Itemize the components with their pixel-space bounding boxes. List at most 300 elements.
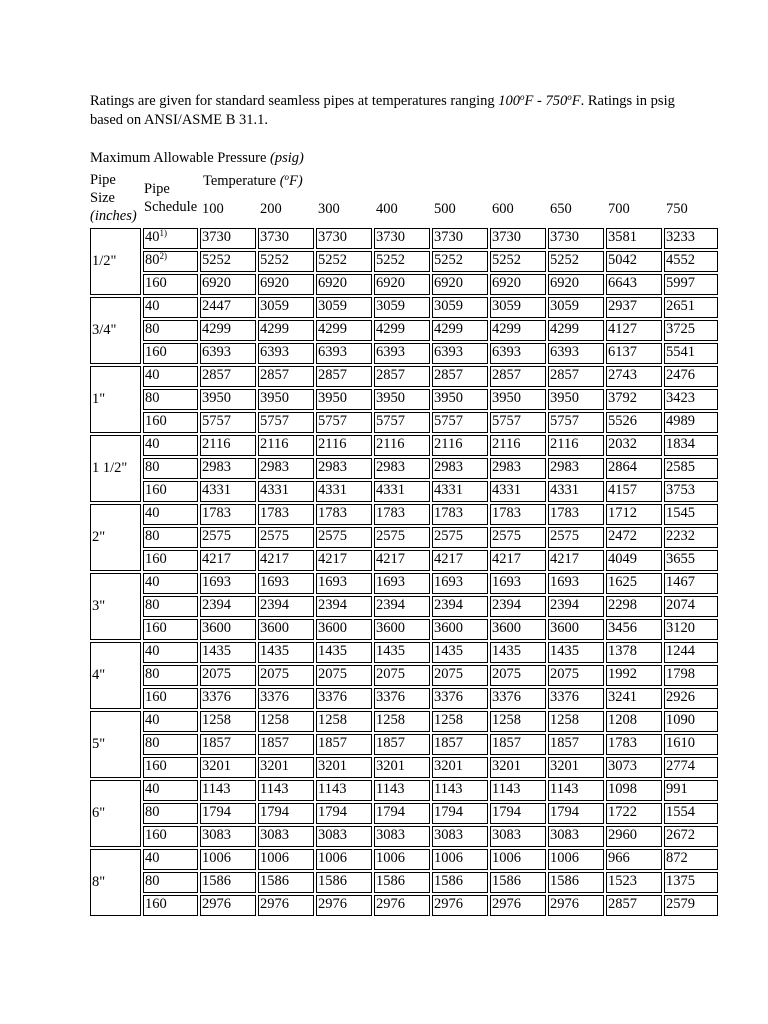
pressure-cell: 6920 [490,274,546,295]
pressure-cell: 4299 [200,320,256,341]
pressure-cell: 3600 [548,619,604,640]
schedule-cell [143,251,198,272]
pressure-cell: 5252 [200,251,256,272]
pressure-cell: 2394 [200,596,256,617]
pressure-cell: 1258 [490,711,546,732]
pressure-cell: 1435 [374,642,430,663]
schedule-value: 80 [145,873,160,889]
table-row [90,550,718,571]
pressure-cell: 2575 [374,527,430,548]
table-row [90,872,718,893]
pressure-cell: 4299 [374,320,430,341]
pressure-cell: 2857 [258,366,314,387]
schedule-value: 80 [145,804,160,820]
table-row [90,688,718,709]
pressure-cell: 1783 [374,504,430,525]
schedule-cell [143,757,198,778]
pressure-cell: 3730 [374,228,430,249]
pressure-cell: 1258 [316,711,372,732]
table-row [90,297,718,318]
pressure-cell: 3233 [664,228,718,249]
pressure-cell: 6393 [432,343,488,364]
pressure-cell: 3083 [258,826,314,847]
pressure-cell: 5252 [432,251,488,272]
pressure-cell: 2472 [606,527,662,548]
pressure-table [88,226,720,918]
schedule-header-line2: Schedule [144,199,198,215]
pressure-cell: 1693 [548,573,604,594]
pressure-cell: 1006 [490,849,546,870]
pressure-cell: 4217 [490,550,546,571]
footnote-mark: 2) [159,251,167,261]
schedule-cell [143,895,198,916]
pressure-cell: 1435 [548,642,604,663]
schedule-cell [143,343,198,364]
table-row [90,389,718,410]
schedule-value: 40 [145,229,160,245]
pressure-cell: 2983 [490,458,546,479]
pressure-cell: 3083 [374,826,430,847]
schedule-value: 40 [145,850,160,866]
table-row [90,596,718,617]
pressure-cell: 1435 [316,642,372,663]
table-row [90,412,718,433]
pressure-cell: 3376 [374,688,430,709]
pressure-cell: 2116 [548,435,604,456]
pressure-cell: 3730 [316,228,372,249]
pressure-cell: 4299 [316,320,372,341]
pressure-cell: 2075 [432,665,488,686]
pressure-cell: 4299 [490,320,546,341]
pressure-cell: 5757 [316,412,372,433]
pressure-cell: 1834 [664,435,718,456]
pressure-cell: 872 [664,849,718,870]
table-row [90,504,718,525]
schedule-cell [143,320,198,341]
pressure-cell: 3950 [316,389,372,410]
schedule-value: 40 [145,505,160,521]
schedule-cell [143,711,198,732]
pressure-cell: 3950 [548,389,604,410]
pressure-cell: 6920 [548,274,604,295]
pressure-cell: 2743 [606,366,662,387]
schedule-value: 40 [145,643,160,659]
schedule-cell [143,274,198,295]
pressure-cell: 5757 [200,412,256,433]
pressure-cell: 1435 [200,642,256,663]
pressure-cell: 3950 [432,389,488,410]
pressure-cell: 2983 [316,458,372,479]
table-row [90,228,718,249]
pressure-cell: 3376 [258,688,314,709]
pressure-cell: 1435 [490,642,546,663]
schedule-value: 160 [145,413,167,429]
pressure-cell: 1523 [606,872,662,893]
table-row [90,458,718,479]
pressure-cell: 3950 [374,389,430,410]
pressure-cell: 1857 [548,734,604,755]
pressure-cell: 3083 [432,826,488,847]
pressure-cell: 1006 [258,849,314,870]
pressure-cell: 5757 [258,412,314,433]
pressure-cell: 2116 [316,435,372,456]
temperature-header [203,172,303,190]
pressure-cell: 1783 [258,504,314,525]
pressure-cell: 2983 [548,458,604,479]
pressure-cell: 3725 [664,320,718,341]
pressure-cell: 2298 [606,596,662,617]
pressure-cell: 966 [606,849,662,870]
pressure-cell: 2447 [200,297,256,318]
pressure-cell: 3059 [490,297,546,318]
pressure-cell: 5757 [548,412,604,433]
table-row [90,826,718,847]
temperature-column-header: 300 [318,201,340,217]
pressure-cell: 3083 [200,826,256,847]
pressure-cell: 2976 [258,895,314,916]
pressure-cell: 1258 [432,711,488,732]
pressure-cell: 2394 [258,596,314,617]
pressure-cell: 5757 [374,412,430,433]
pressure-cell: 2926 [664,688,718,709]
pressure-cell: 3201 [258,757,314,778]
pressure-cell: 1006 [374,849,430,870]
pressure-cell: 2075 [374,665,430,686]
pressure-cell: 2075 [548,665,604,686]
pressure-cell: 2976 [374,895,430,916]
pipe-size-header-line1: Pipe [90,172,116,188]
pressure-cell: 6393 [200,343,256,364]
pressure-cell: 1467 [664,573,718,594]
table-row [90,780,718,801]
degree-mark: o [567,92,572,102]
pressure-cell: 2983 [258,458,314,479]
pressure-cell: 1586 [200,872,256,893]
pressure-cell: 3600 [374,619,430,640]
pressure-cell: 3083 [316,826,372,847]
schedule-value: 80 [145,321,160,337]
pressure-cell: 3730 [548,228,604,249]
title-text: Maximum Allowable Pressure [90,150,271,166]
pressure-cell: 2116 [374,435,430,456]
pressure-cell: 1783 [200,504,256,525]
pressure-cell: 2575 [200,527,256,548]
schedule-cell [143,412,198,433]
pressure-cell: 1244 [664,642,718,663]
pressure-cell: 2857 [548,366,604,387]
pressure-cell: 1794 [316,803,372,824]
schedule-cell [143,481,198,502]
pressure-cell: 3201 [316,757,372,778]
schedule-value: 40 [145,574,160,590]
pipe-size-cell: 2" [90,504,141,571]
pressure-cell: 2857 [606,895,662,916]
pressure-cell: 1006 [200,849,256,870]
pipe-size-cell: 6" [90,780,141,847]
pressure-cell: 4331 [316,481,372,502]
degree-mark: o [520,92,525,102]
pressure-cell: 1794 [200,803,256,824]
schedule-cell [143,389,198,410]
schedule-cell [143,642,198,663]
pressure-cell: 991 [664,780,718,801]
pressure-cell: 6393 [548,343,604,364]
pressure-cell: 3059 [258,297,314,318]
schedule-cell [143,228,198,249]
pressure-cell: 1712 [606,504,662,525]
schedule-cell [143,297,198,318]
pressure-cell: 1143 [374,780,430,801]
schedule-value: 160 [145,827,167,843]
pressure-cell: 4989 [664,412,718,433]
temp-low: 100 [498,93,521,109]
pressure-cell: 3730 [490,228,546,249]
pressure-cell: 6920 [200,274,256,295]
pressure-cell: 4299 [548,320,604,341]
temperature-column-header: 200 [260,201,282,217]
pressure-cell: 3201 [548,757,604,778]
pressure-cell: 1586 [548,872,604,893]
pressure-cell: 2075 [490,665,546,686]
pressure-cell: 2075 [316,665,372,686]
pressure-cell: 1794 [548,803,604,824]
pressure-cell: 2394 [432,596,488,617]
temp-mid: F - 750 [524,93,568,109]
table-row [90,274,718,295]
pressure-cell: 2774 [664,757,718,778]
schedule-cell [143,504,198,525]
pressure-cell: 2585 [664,458,718,479]
pressure-cell: 1794 [432,803,488,824]
pressure-cell: 2960 [606,826,662,847]
pressure-cell: 1794 [374,803,430,824]
pressure-cell: 3600 [490,619,546,640]
pressure-cell: 2116 [258,435,314,456]
pipe-size-header [90,171,137,225]
pressure-cell: 2976 [548,895,604,916]
pressure-cell: 2976 [490,895,546,916]
pressure-cell: 1798 [664,665,718,686]
pressure-cell: 3730 [258,228,314,249]
pressure-cell: 6393 [258,343,314,364]
pressure-cell: 3201 [200,757,256,778]
schedule-value: 40 [145,436,160,452]
temperature-column-header: 600 [492,201,514,217]
schedule-cell [143,458,198,479]
pipe-size-cell: 8" [90,849,141,916]
pressure-cell: 3059 [316,297,372,318]
pressure-cell: 6393 [374,343,430,364]
pressure-cell: 2075 [258,665,314,686]
pressure-cell: 1143 [548,780,604,801]
pressure-cell: 1143 [490,780,546,801]
intro-text-2: . Ratings in psig based on ANSI/ASME B 31.1. [90,93,675,128]
degree-mark: o [284,172,290,182]
schedule-value: 160 [145,620,167,636]
pressure-cell: 1857 [258,734,314,755]
pipe-size-header-line2: Size [90,190,115,206]
schedule-cell [143,573,198,594]
intro-paragraph [90,92,690,130]
pressure-cell: 1857 [490,734,546,755]
pressure-cell: 2394 [316,596,372,617]
pressure-cell: 2976 [432,895,488,916]
temp-end: F [571,93,581,109]
temperature-label: Temperature [203,173,280,189]
pressure-cell: 1693 [490,573,546,594]
schedule-value: 80 [145,597,160,613]
pressure-cell: 2976 [316,895,372,916]
pressure-cell: 1857 [374,734,430,755]
pressure-cell: 5757 [490,412,546,433]
pressure-cell: 1554 [664,803,718,824]
temperature-column-header: 750 [666,201,688,217]
pressure-cell: 3423 [664,389,718,410]
pressure-cell: 4331 [200,481,256,502]
pressure-cell: 5997 [664,274,718,295]
pressure-cell: 1586 [258,872,314,893]
pressure-cell: 3950 [490,389,546,410]
schedule-cell [143,734,198,755]
pressure-cell: 3201 [490,757,546,778]
pressure-cell: 1006 [432,849,488,870]
pressure-cell: 2575 [490,527,546,548]
schedule-cell [143,527,198,548]
pressure-cell: 6920 [258,274,314,295]
temperature-column-header: 100 [202,201,224,217]
schedule-header [144,180,197,216]
table-row [90,435,718,456]
pressure-cell: 3600 [200,619,256,640]
temperature-column-header: 400 [376,201,398,217]
schedule-value: 40 [145,367,160,383]
pressure-cell: 3376 [490,688,546,709]
pipe-size-cell: 5" [90,711,141,778]
pressure-cell: 1586 [432,872,488,893]
pressure-cell: 2857 [200,366,256,387]
pressure-cell: 1208 [606,711,662,732]
pressure-cell: 1435 [258,642,314,663]
pressure-cell: 1090 [664,711,718,732]
pressure-cell: 4217 [316,550,372,571]
pressure-cell: 2575 [316,527,372,548]
pressure-cell: 1857 [200,734,256,755]
table-row [90,366,718,387]
pressure-cell: 2476 [664,366,718,387]
table-row [90,642,718,663]
pressure-cell: 1143 [432,780,488,801]
schedule-cell [143,596,198,617]
table-row [90,619,718,640]
pressure-cell: 1258 [374,711,430,732]
temperature-column-header: 650 [550,201,572,217]
schedule-cell [143,688,198,709]
pressure-cell: 3376 [432,688,488,709]
pressure-cell: 2857 [316,366,372,387]
temperature-column-header: 700 [608,201,630,217]
table-row [90,481,718,502]
table-title [90,150,304,167]
pressure-cell: 1586 [316,872,372,893]
table-row [90,757,718,778]
pressure-cell: 1794 [490,803,546,824]
pressure-cell: 3600 [432,619,488,640]
table-row [90,711,718,732]
pressure-cell: 2672 [664,826,718,847]
schedule-header-line1: Pipe [144,181,170,197]
pressure-cell: 3753 [664,481,718,502]
pressure-cell: 1794 [258,803,314,824]
schedule-value: 80 [145,666,160,682]
pressure-cell: 2983 [374,458,430,479]
pressure-cell: 2651 [664,297,718,318]
table-row [90,343,718,364]
pressure-cell: 5757 [432,412,488,433]
pressure-cell: 3201 [432,757,488,778]
table-row [90,895,718,916]
pressure-cell: 2116 [200,435,256,456]
pressure-cell: 3950 [200,389,256,410]
pressure-cell: 5252 [258,251,314,272]
pressure-cell: 1258 [548,711,604,732]
schedule-value: 160 [145,896,167,912]
pressure-cell: 6393 [316,343,372,364]
pressure-cell: 3600 [316,619,372,640]
table-row [90,849,718,870]
pressure-cell: 1783 [548,504,604,525]
schedule-value: 80 [145,459,160,475]
pipe-size-cell: 1" [90,366,141,433]
pressure-cell: 1545 [664,504,718,525]
title-unit: (psig) [270,150,304,166]
schedule-cell [143,665,198,686]
schedule-value: 160 [145,551,167,567]
pipe-size-cell: 4" [90,642,141,709]
pipe-size-cell: 3/4" [90,297,141,364]
pressure-cell: 2857 [490,366,546,387]
pressure-cell: 1610 [664,734,718,755]
pressure-cell: 1435 [432,642,488,663]
schedule-value: 160 [145,482,167,498]
pressure-cell: 1586 [490,872,546,893]
pressure-cell: 5252 [374,251,430,272]
pressure-cell: 6643 [606,274,662,295]
pressure-cell: 1098 [606,780,662,801]
pressure-cell: 2937 [606,297,662,318]
pressure-cell: 1783 [490,504,546,525]
schedule-value: 160 [145,689,167,705]
schedule-cell [143,780,198,801]
pressure-cell: 2983 [432,458,488,479]
schedule-cell [143,366,198,387]
pressure-cell: 2394 [490,596,546,617]
pressure-cell: 1783 [432,504,488,525]
pressure-cell: 3073 [606,757,662,778]
temp-range [498,93,580,109]
pressure-cell: 2116 [490,435,546,456]
schedule-value: 80 [145,390,160,406]
pressure-cell: 5526 [606,412,662,433]
pressure-cell: 6920 [432,274,488,295]
pressure-cell: 3792 [606,389,662,410]
pressure-cell: 3376 [200,688,256,709]
pressure-cell: 4127 [606,320,662,341]
paren-open: ( [279,173,285,189]
pressure-cell: 1006 [316,849,372,870]
pressure-cell: 3950 [258,389,314,410]
pressure-cell: 3059 [548,297,604,318]
pressure-cell: 1783 [316,504,372,525]
